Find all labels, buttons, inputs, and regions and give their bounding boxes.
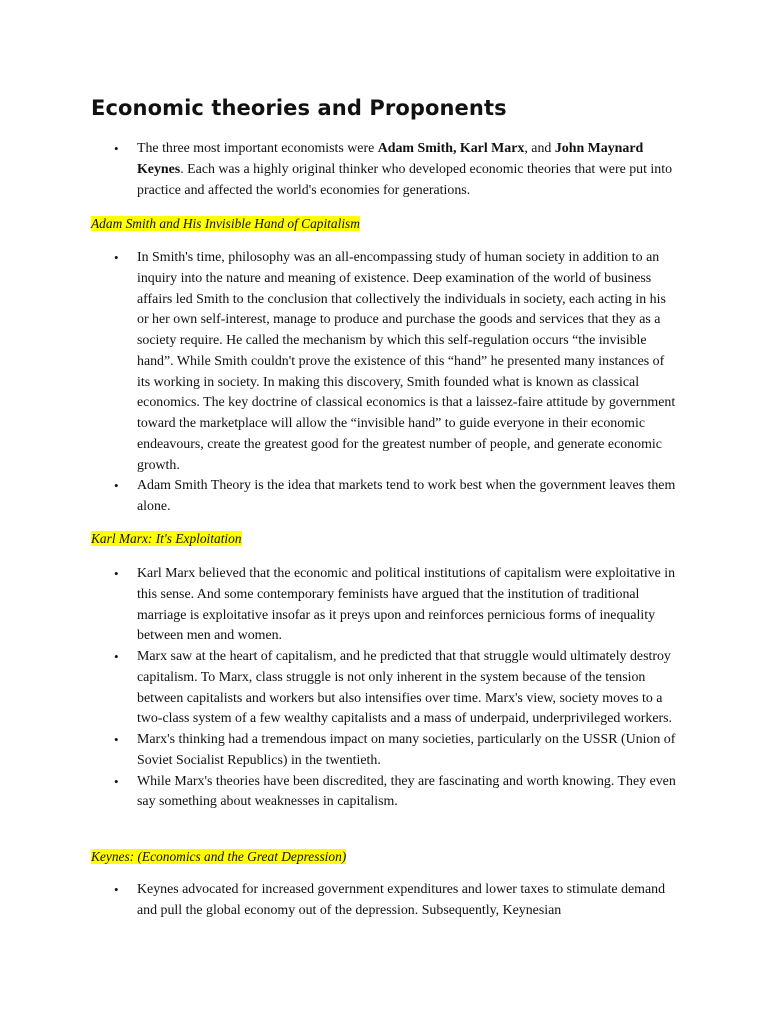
intro-text: The three most important economists were (137, 141, 378, 156)
bullet-icon: • (114, 250, 119, 265)
bullet-icon: • (114, 773, 119, 789)
bullet-icon: • (114, 478, 119, 494)
smith-list (0, 248, 678, 518)
list-item: • Keynes advocated for increased government expenditures and lower taxes to stimulate demand and pull the global economy out of the depression. Subsequently, Keynesian (114, 882, 666, 918)
marx-list (0, 564, 678, 813)
intro-bold-name: John Maynard Keynes (137, 141, 644, 177)
list-item: • Adam Smith Theory is the idea that markets tend to work best when the government leaves them alone. (114, 478, 676, 514)
bullet-icon: • (114, 732, 119, 747)
bullet-icon: • (114, 882, 119, 897)
keynes-list (0, 880, 678, 922)
list-item: • While Marx's theories have been discredited, they are fascinating and worth knowing. They even say something about weaknesses in capitalism. (114, 773, 676, 810)
section-heading-keynes: Keynes: (Economics and the Great Depression) (91, 849, 347, 864)
bullet-icon: • (114, 566, 119, 581)
list-item: • Karl Marx believed that the economic and political institutions of capitalism were exploitative in this sense. And some contemporary feminists have argued that the institution of traditional marriage is exploitative insofar as it preys upon and reinforces pernicious forms of inequality between men and women. (114, 566, 676, 644)
intro-text: . Each was a highly original thinker who developed economic theories that were put into practice and affected the world's economies for generations. (137, 161, 673, 198)
bullet-icon: • (114, 649, 119, 664)
section-heading-marx: Karl Marx: It's Exploitation (91, 531, 242, 546)
section-heading-smith: Adam Smith and His Invisible Hand of Capitalism (91, 216, 360, 231)
list-item: • Marx's thinking had a tremendous impact on many societies, particularly on the USSR (Union of Soviet Socialist Republics) in the twentieth. (114, 732, 676, 768)
page-title: Economic theories and Proponents (91, 96, 507, 120)
intro-list (0, 139, 678, 201)
list-item: • Marx saw at the heart of capitalism, and he predicted that that struggle would ultimately destroy capitalism. To Marx, class struggle is not only inherent in the system because of the tension between capitalists and workers but also intensifies over time. Marx's view, society moves to a two-class system of a few wealthy capitalists and a mass of underpaid, underprivileged workers. (114, 649, 673, 727)
list-item (0, 139, 678, 201)
bullet-icon: • (114, 141, 119, 156)
list-item: • In Smith's time, philosophy was an all-encompassing study of human society in addition to an inquiry into the nature and meaning of existence. Deep examination of the world of business affairs led Smith to the conclusion that collectively the individuals in society, each acting in his or her own self-interest, manage to produce and purchase the goods and services that they as a society require. He called the mechanism by which this self-regulation occurs “the invisible hand”. While Smith couldn't prove the existence of this “hand” he presented many instances of its working in society. In making this discovery, Smith founded what is known as classical economics. The key doctrine of classical economics is that a laissez-faire attitude by government toward the marketplace will allow the “invisible hand” to guide everyone in their economic endeavours, create the greatest good for the greatest number of people, and generate economic growth. (114, 250, 676, 473)
intro-text: , and (524, 141, 555, 156)
intro-bold-names: Adam Smith, Karl Marx (377, 141, 525, 156)
